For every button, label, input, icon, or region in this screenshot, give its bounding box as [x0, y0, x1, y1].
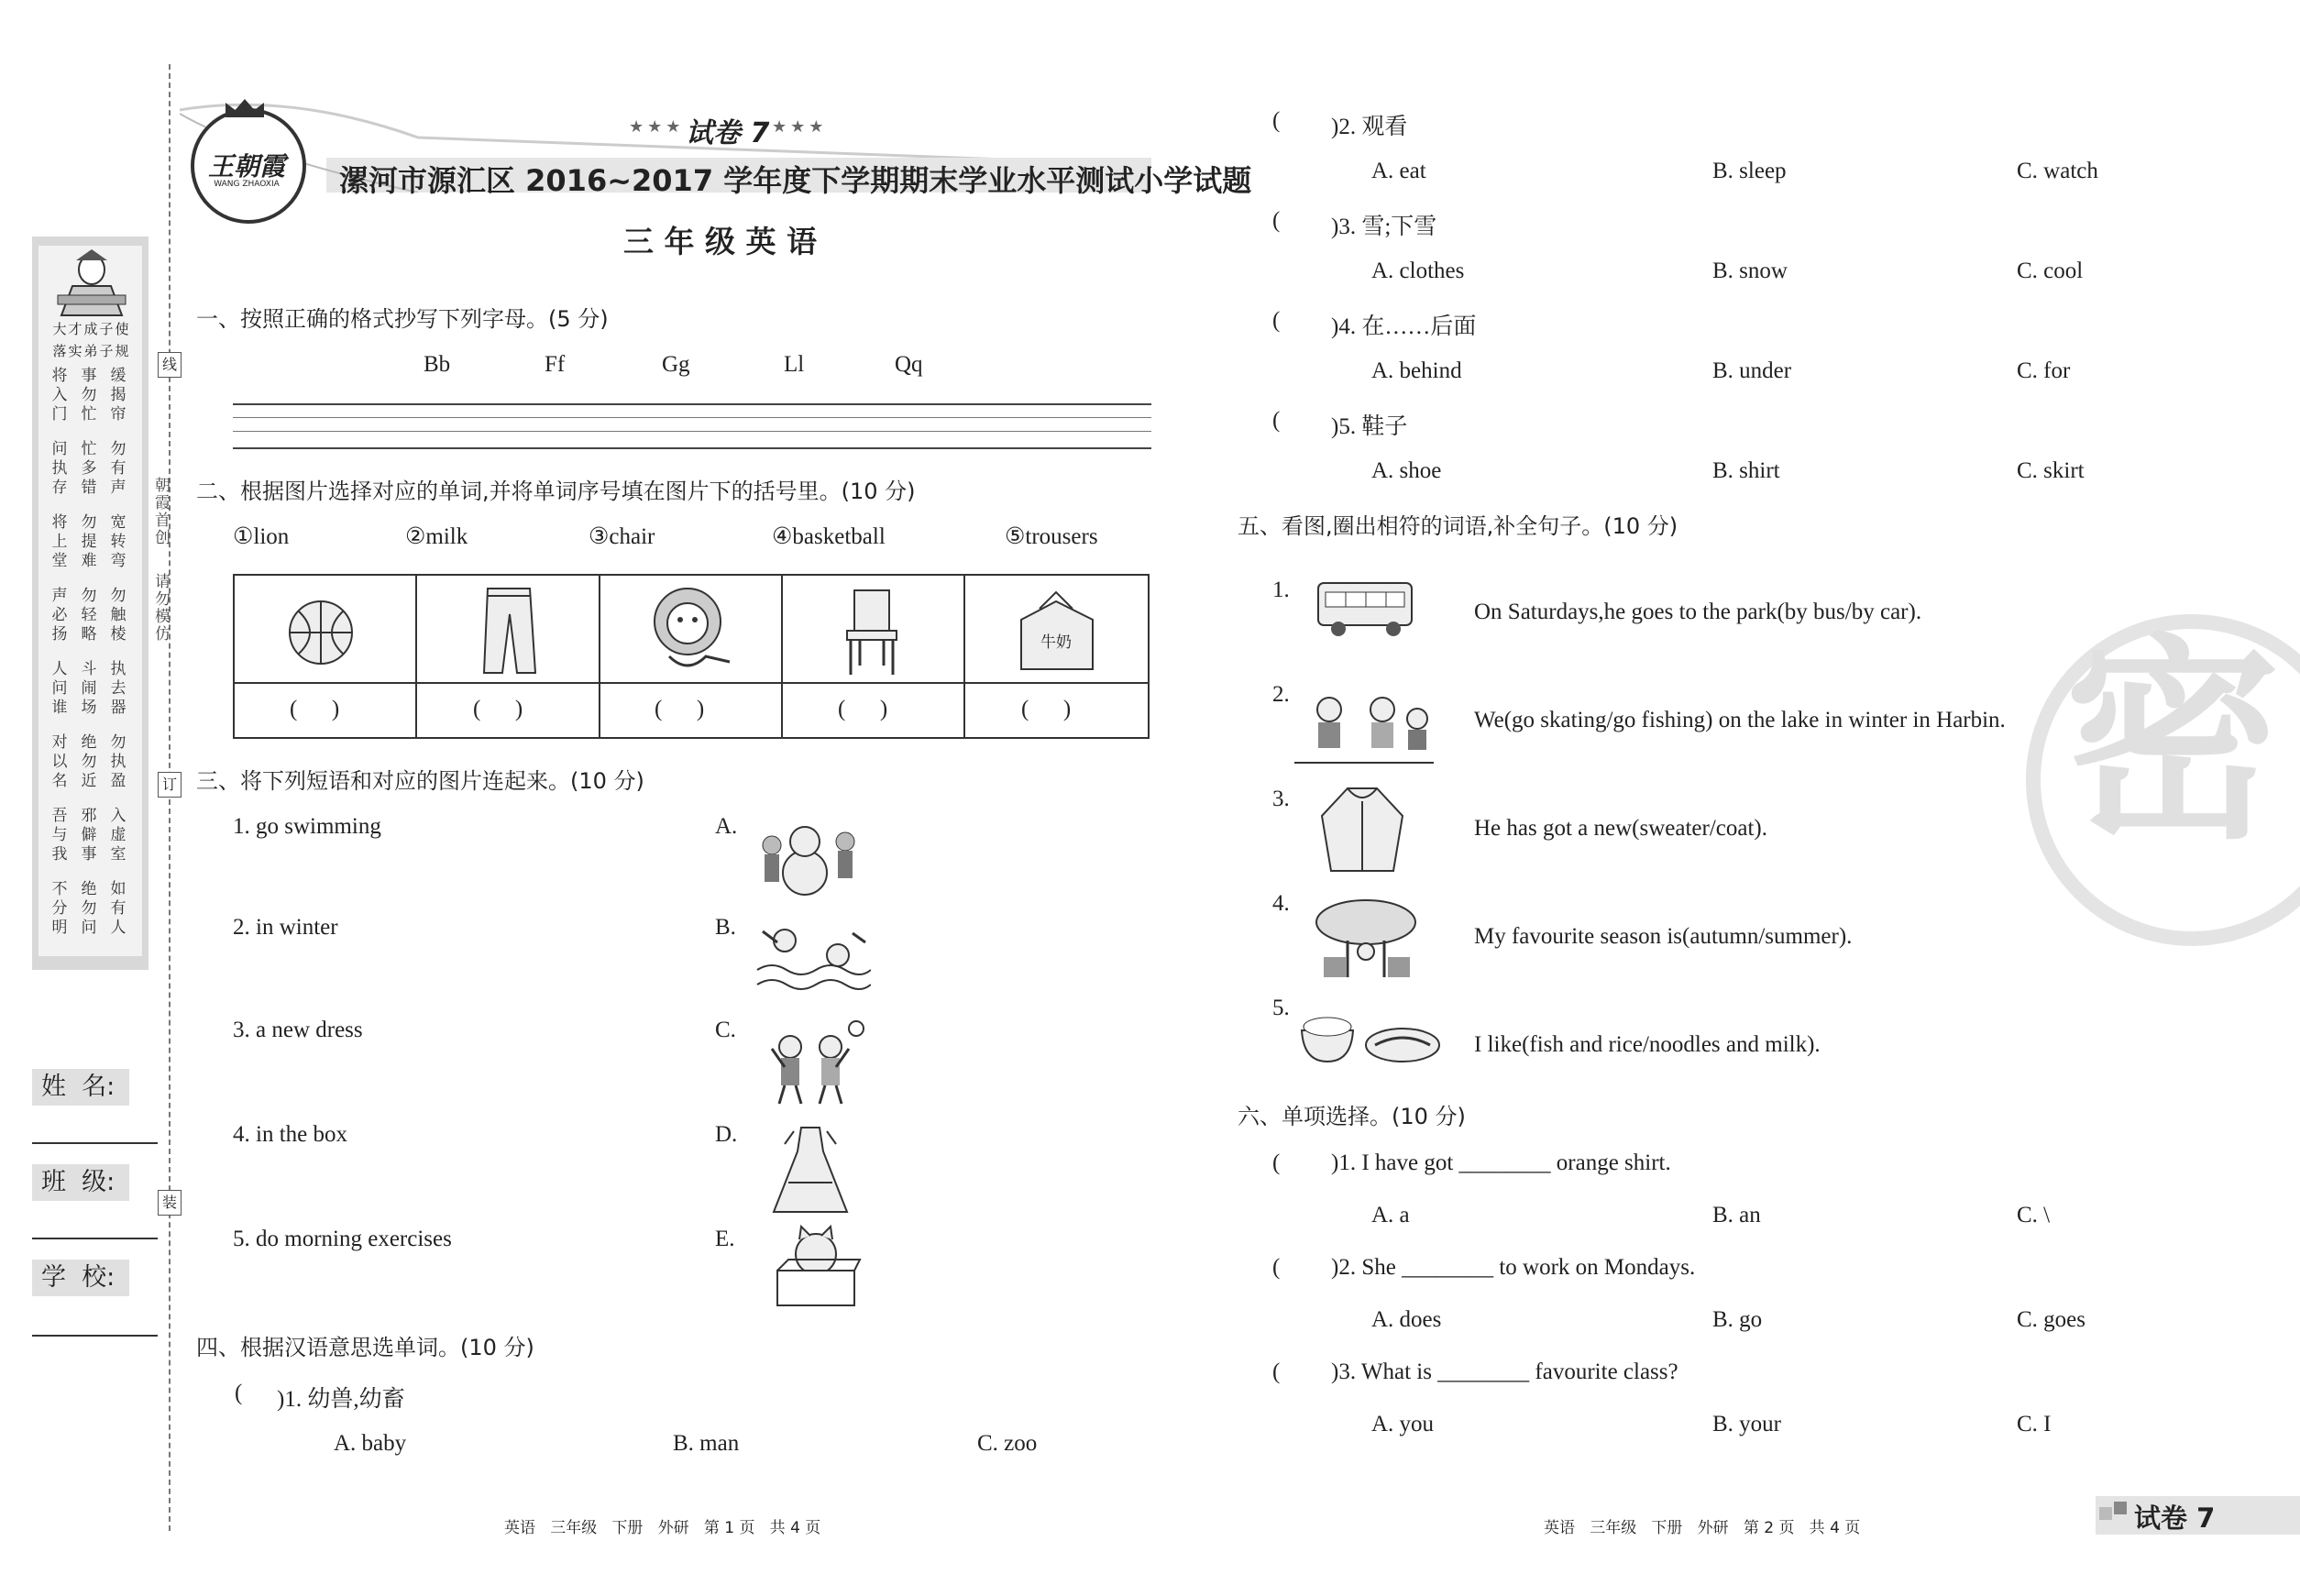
answer-paren[interactable]: (: [1272, 308, 1281, 333]
letter-item: Ff: [545, 352, 566, 377]
rule-phrase: 入虚室: [110, 807, 127, 864]
writing-line: [233, 431, 1151, 432]
footer-left: 英语 三年级 下册 外研 第 1 页 共 4 页: [504, 1519, 821, 1537]
question-stem: )1. I have got ________ orange shirt.: [1331, 1150, 1671, 1175]
answer-blank[interactable]: ( ): [655, 697, 705, 721]
question-stem: )3. 雪;下雪: [1331, 215, 1437, 239]
choice-b[interactable]: B. an: [1712, 1203, 1761, 1227]
item-number: 3.: [1272, 787, 1290, 811]
letter-item: Ll: [784, 352, 805, 377]
binding-mark-2: 订: [158, 772, 182, 798]
choice-c[interactable]: C. I: [2017, 1412, 2052, 1436]
class-label: 班 级:: [32, 1164, 129, 1201]
morning-exercises-picture[interactable]: [754, 1016, 871, 1107]
logo-text: 王朝霞: [207, 151, 285, 182]
rule-phrase: 人问谁: [51, 660, 68, 717]
section2-heading: 二、根据图片选择对应的单词,并将单词序号填在图片下的括号里。(10 分): [196, 479, 916, 504]
snowman-picture[interactable]: [754, 809, 871, 900]
scholar-icon: [50, 244, 133, 319]
rule-phrase: 对以名: [51, 733, 68, 790]
word-option: ⑤trousers: [1005, 524, 1098, 549]
choice-b[interactable]: B. man: [673, 1431, 740, 1456]
basketball-picture: [275, 591, 367, 674]
sentence[interactable]: He has got a new(sweater/coat).: [1474, 816, 1767, 841]
choice-b[interactable]: B. under: [1712, 358, 1792, 383]
rule-phrase: 绝勿问: [81, 880, 97, 937]
rules-grid: [50, 367, 136, 953]
rule-phrase: 事勿忙: [81, 367, 97, 424]
item-number: 4.: [1272, 891, 1290, 916]
sentence[interactable]: I like(fish and rice/noodles and milk).: [1474, 1032, 1821, 1057]
motto-line-1: 大才成子使: [52, 321, 131, 337]
swimming-picture[interactable]: [754, 915, 871, 997]
question-stem: )1. 幼兽,幼畜: [277, 1387, 405, 1412]
table-divider: [415, 574, 417, 737]
table-divider: [781, 574, 783, 737]
class-field[interactable]: [32, 1238, 158, 1239]
option-letter: E.: [715, 1227, 735, 1251]
section4-heading: 四、根据汉语意思选单词。(10 分): [196, 1335, 534, 1360]
table-divider: [599, 574, 600, 737]
word-option: ③chair: [589, 524, 655, 549]
option-letter: D.: [715, 1122, 738, 1147]
choice-c[interactable]: C. watch: [2017, 159, 2098, 183]
sentence[interactable]: We(go skating/go fishing) on the lake in winter in Harbin.: [1474, 708, 2006, 732]
choice-a[interactable]: A. clothes: [1371, 259, 1465, 283]
item-number: 2.: [1272, 682, 1290, 707]
star-icon: ★★★: [772, 117, 828, 137]
autumn-picture: [1311, 895, 1421, 986]
motto-line-2: 落实弟子规: [52, 343, 131, 359]
binding-line: [169, 64, 171, 1531]
binding-mark-1: 线: [158, 352, 182, 378]
answer-paren[interactable]: (: [1272, 1150, 1281, 1175]
answer-blank[interactable]: ( ): [290, 697, 340, 721]
name-field[interactable]: [32, 1142, 158, 1144]
choice-c[interactable]: C. cool: [2017, 259, 2084, 283]
rule-phrase: 斗闹场: [81, 660, 97, 717]
option-letter: C.: [715, 1018, 736, 1042]
word-option: ②milk: [405, 524, 468, 549]
rule-phrase: 如有人: [110, 880, 127, 937]
question-stem: )3. What is ________ favourite class?: [1331, 1359, 1678, 1384]
rice-and-fish-picture: [1296, 1005, 1443, 1067]
dress-picture[interactable]: [768, 1124, 853, 1219]
rule-phrase: 邪僻事: [81, 807, 97, 864]
phrase-item[interactable]: 5. do morning exercises: [233, 1227, 452, 1251]
choice-c[interactable]: C. skirt: [2017, 458, 2085, 483]
answer-paren[interactable]: (: [1272, 408, 1281, 433]
rule-phrase: 勿有声: [110, 440, 127, 497]
rule-phrase: 不分明: [51, 880, 68, 937]
writing-line: [233, 417, 1151, 418]
sentence[interactable]: My favourite season is(autumn/summer).: [1474, 924, 1853, 949]
school-label: 学 校:: [32, 1260, 129, 1296]
school-field[interactable]: [32, 1335, 158, 1337]
table-divider: [233, 682, 1150, 684]
answer-paren[interactable]: (: [1272, 208, 1281, 233]
phrase-item[interactable]: 2. in winter: [233, 915, 338, 940]
footer-squares-icon: [2099, 1507, 2112, 1520]
word-option: ①lion: [233, 524, 290, 549]
rule-phrase: 执去器: [110, 660, 127, 717]
rule-phrase: 宽转弯: [110, 513, 127, 570]
cat-in-box-picture[interactable]: [772, 1223, 864, 1309]
answer-blank[interactable]: ( ): [1021, 697, 1072, 721]
rule-phrase: 忙多错: [81, 440, 97, 497]
exam-title: 漯河市源汇区 2016~2017 学年度下学期期末学业水平测试小学试题: [339, 163, 1252, 198]
rule-phrase: 勿轻略: [81, 587, 97, 644]
choice-a[interactable]: A. baby: [334, 1431, 407, 1456]
copyright-note-1: 朝霞首创: [151, 477, 170, 546]
choice-c[interactable]: C. goes: [2017, 1307, 2085, 1332]
answer-paren[interactable]: (: [1272, 1255, 1281, 1280]
rule-phrase: 吾与我: [51, 807, 68, 864]
rule-phrase: 缓揭帘: [110, 367, 127, 424]
phrase-item[interactable]: 3. a new dress: [233, 1018, 363, 1042]
question-stem: )4. 在……后面: [1331, 314, 1477, 339]
letter-item: Bb: [424, 352, 451, 377]
choice-b[interactable]: B. shirt: [1712, 458, 1780, 483]
phrase-item[interactable]: 4. in the box: [233, 1122, 347, 1147]
choice-a[interactable]: A. does: [1371, 1307, 1442, 1332]
letter-item: Qq: [895, 352, 923, 377]
rule-phrase: 勿执盈: [110, 733, 127, 790]
question-stem: )2. 观看: [1331, 115, 1408, 139]
writing-lines[interactable]: [233, 403, 1151, 449]
chair-picture: [831, 587, 913, 678]
footer-right: 英语 三年级 下册 外研 第 2 页 共 4 页: [1544, 1519, 1861, 1537]
answer-paren[interactable]: (: [1272, 108, 1281, 133]
name-label: 姓 名:: [32, 1069, 129, 1106]
sentence[interactable]: On Saturdays,he goes to the park(by bus/by car).: [1474, 600, 1922, 624]
rule-phrase: 勿触棱: [110, 587, 127, 644]
choice-a[interactable]: A. shoe: [1371, 458, 1442, 483]
section3-heading: 三、将下列短语和对应的图片连起来。(10 分): [196, 768, 644, 794]
answer-blank[interactable]: ( ): [473, 697, 523, 721]
rule-phrase: 勿提难: [81, 513, 97, 570]
paper-tag: 试卷 7: [686, 117, 770, 149]
choice-c[interactable]: C. for: [2017, 358, 2071, 383]
choice-c[interactable]: C. \: [2017, 1203, 2051, 1227]
choice-a[interactable]: A. behind: [1371, 358, 1462, 383]
choice-a[interactable]: A. you: [1371, 1412, 1435, 1436]
answer-paren[interactable]: (: [235, 1381, 243, 1405]
choice-b[interactable]: B. snow: [1712, 259, 1788, 283]
skating-picture: [1291, 688, 1437, 768]
word-option: ④basketball: [772, 524, 886, 549]
choice-c[interactable]: C. zoo: [977, 1431, 1038, 1456]
bus-picture: [1313, 576, 1417, 642]
trousers-picture: [468, 583, 550, 678]
copyright-note-2: 请勿模仿: [151, 573, 170, 643]
item-number: 1.: [1272, 578, 1290, 602]
answer-paren[interactable]: (: [1272, 1359, 1281, 1384]
watermark-text: 密: [2064, 616, 2282, 868]
rule-phrase: 绝勿近: [81, 733, 97, 790]
section5-heading: 五、看图,圈出相符的词语,补全句子。(10 分): [1238, 513, 1678, 539]
letter-item: Gg: [662, 352, 690, 377]
question-stem: )5. 鞋子: [1331, 414, 1408, 439]
rule-phrase: 将入门: [51, 367, 68, 424]
item-number: 5.: [1272, 996, 1290, 1020]
lion-picture: [642, 583, 743, 678]
footer-tag: 试卷 7: [2134, 1502, 2216, 1534]
choice-a[interactable]: A. a: [1371, 1203, 1410, 1227]
binding-mark-3: 装: [158, 1190, 182, 1216]
answer-blank[interactable]: ( ): [838, 697, 888, 721]
choice-a[interactable]: A. eat: [1371, 159, 1426, 183]
star-icon: ★★★: [629, 117, 685, 137]
rule-phrase: 声必扬: [51, 587, 68, 644]
rule-phrase: 问执存: [51, 440, 68, 497]
phrase-item[interactable]: 1. go swimming: [233, 814, 381, 839]
coat-picture: [1316, 783, 1408, 876]
section6-heading: 六、单项选择。(10 分): [1238, 1104, 1466, 1129]
subject-title: 三 年 级 英 语: [623, 224, 817, 259]
rule-phrase: 将上堂: [51, 513, 68, 570]
choice-b[interactable]: B. your: [1712, 1412, 1781, 1436]
choice-b[interactable]: B. sleep: [1712, 159, 1787, 183]
choice-b[interactable]: B. go: [1712, 1307, 1763, 1332]
question-stem: )2. She ________ to work on Mondays.: [1331, 1255, 1696, 1280]
option-letter: B.: [715, 915, 736, 940]
section1-heading: 一、按照正确的格式抄写下列字母。(5 分): [196, 306, 609, 332]
logo-subtext: WANG ZHAOXIA: [214, 180, 280, 189]
table-divider: [963, 574, 965, 737]
milk-carton-picture: [1012, 587, 1100, 678]
option-letter: A.: [715, 814, 738, 839]
milk-label: 牛奶: [1040, 633, 1072, 652]
